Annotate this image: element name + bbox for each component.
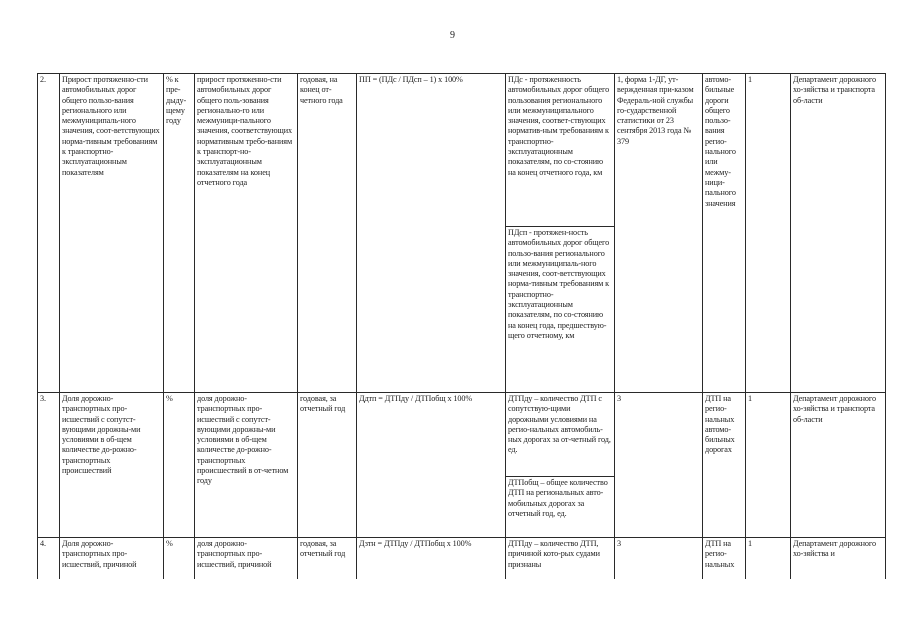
definition-cell: доля дорожно-транспортных про-исшествий, причиной [195, 538, 298, 580]
periodicity-cell: годовая, на конец от-четного года [298, 74, 357, 393]
responsible-cell: Департамент дорожного хо-зяйства и транспорта об-ласти [791, 393, 886, 538]
column-9-cell: 1 [746, 538, 791, 580]
column-9-cell: 1 [746, 74, 791, 393]
method-cell: 3 [615, 538, 703, 580]
indicator-name: Доля дорожно-транспортных про-исшествий с сопутст-вующими дорожны-ми условиями в об-щем количестве до-рожно-транспортных происшествий [60, 393, 164, 538]
periodicity-cell: годовая, за отчетный год [298, 538, 357, 580]
method-cell: 1, форма 1-ДГ, ут-вержденная при-казом Федераль-ной службы го-сударственной статистики от 23 сентября 2013 года № 379 [615, 74, 703, 393]
component-cell: ДТПобщ – общее количество ДТП на региональных авто-мобильных дорогах за отчетный год, ед. [506, 477, 615, 538]
row-number: 4. [38, 538, 60, 580]
method-cell: 3 [615, 393, 703, 538]
page-number: 9 [450, 30, 455, 41]
unit-cell: % [164, 393, 195, 538]
formula-cell: ПП = (ПДс / ПДсп – 1) х 100% [357, 74, 506, 393]
table-row [38, 393, 886, 477]
formula-cell: Ддтп = ДТПду / ДТПобщ х 100% [357, 393, 506, 538]
unit-cell: % [164, 538, 195, 580]
population-cell: ДТП на регио-нальных [703, 538, 746, 580]
formula-cell: Дзтн = ДТПду / ДТПобщ х 100% [357, 538, 506, 580]
table-row [38, 538, 886, 580]
unit-cell: % к пре-дыду-щему году [164, 74, 195, 393]
component-cell: ПДсп - протяжен-ность автомобильных дорог общего пользо-вания регионального или межмуниципаль-ного значения, соот-ветствующих норма-тивным требованиям к транспортно-эксплуатационным показателям, по со-стоянию на конец года, предшествую-щего отчетному, км [506, 227, 615, 393]
indicators-table [37, 73, 886, 579]
responsible-cell: Департамент дорожного хо-зяйства и [791, 538, 886, 580]
row-number: 3. [38, 393, 60, 538]
responsible-cell: Департамент дорожного хо-зяйства и транспорта об-ласти [791, 74, 886, 393]
indicator-name: Доля дорожно-транспортных про-исшествий, причиной [60, 538, 164, 580]
row-number: 2. [38, 74, 60, 393]
periodicity-cell: годовая, за отчетный год [298, 393, 357, 538]
component-cell: ДТПду – количество ДТП с сопутствую-щими дорожными условиями на регио-нальных автомобиль-ных дорогах за от-четный год, ед. [506, 393, 615, 477]
table-row [38, 74, 886, 227]
column-9-cell: 1 [746, 393, 791, 538]
population-cell: автомо-бильные дороги общего пользо-вания регио-нального или межму-ници-пального значения [703, 74, 746, 393]
definition-cell: доля дорожно-транспортных про-исшествий с сопутст-вующими дорожны-ми условиями в об-щем количестве до-рожно-транспортных происшествий в от-четном году [195, 393, 298, 538]
population-cell: ДТП на регио-нальных автомо-бильных дорогах [703, 393, 746, 538]
indicator-name: Прирост протяженно-сти автомобильных дорог общего пользо-вания регионального или межмуниципаль-ного значения, соот-ветствующих норма-тивным требованиям к транспортно-эксплуатационным показателям [60, 74, 164, 393]
definition-cell: прирост протяженно-сти автомобильных дорог общего поль-зования регионально-го или межмуници-пального значения, соответствующих нормативным требо-ваниям к транспорт-но-эксплуатационным показателям на конец отчетного года [195, 74, 298, 393]
component-cell: ПДс - протяженность автомобильных дорог общего пользования регионального или межмуниципального значения, соответ-ствующих норматив-ным требованиям к транспортно-эксплуатационным показателям, по со-стоянию на конец отчетного года, км [506, 74, 615, 227]
component-cell: ДТПду – количество ДТП, причиной кото-рых судами признаны [506, 538, 615, 580]
